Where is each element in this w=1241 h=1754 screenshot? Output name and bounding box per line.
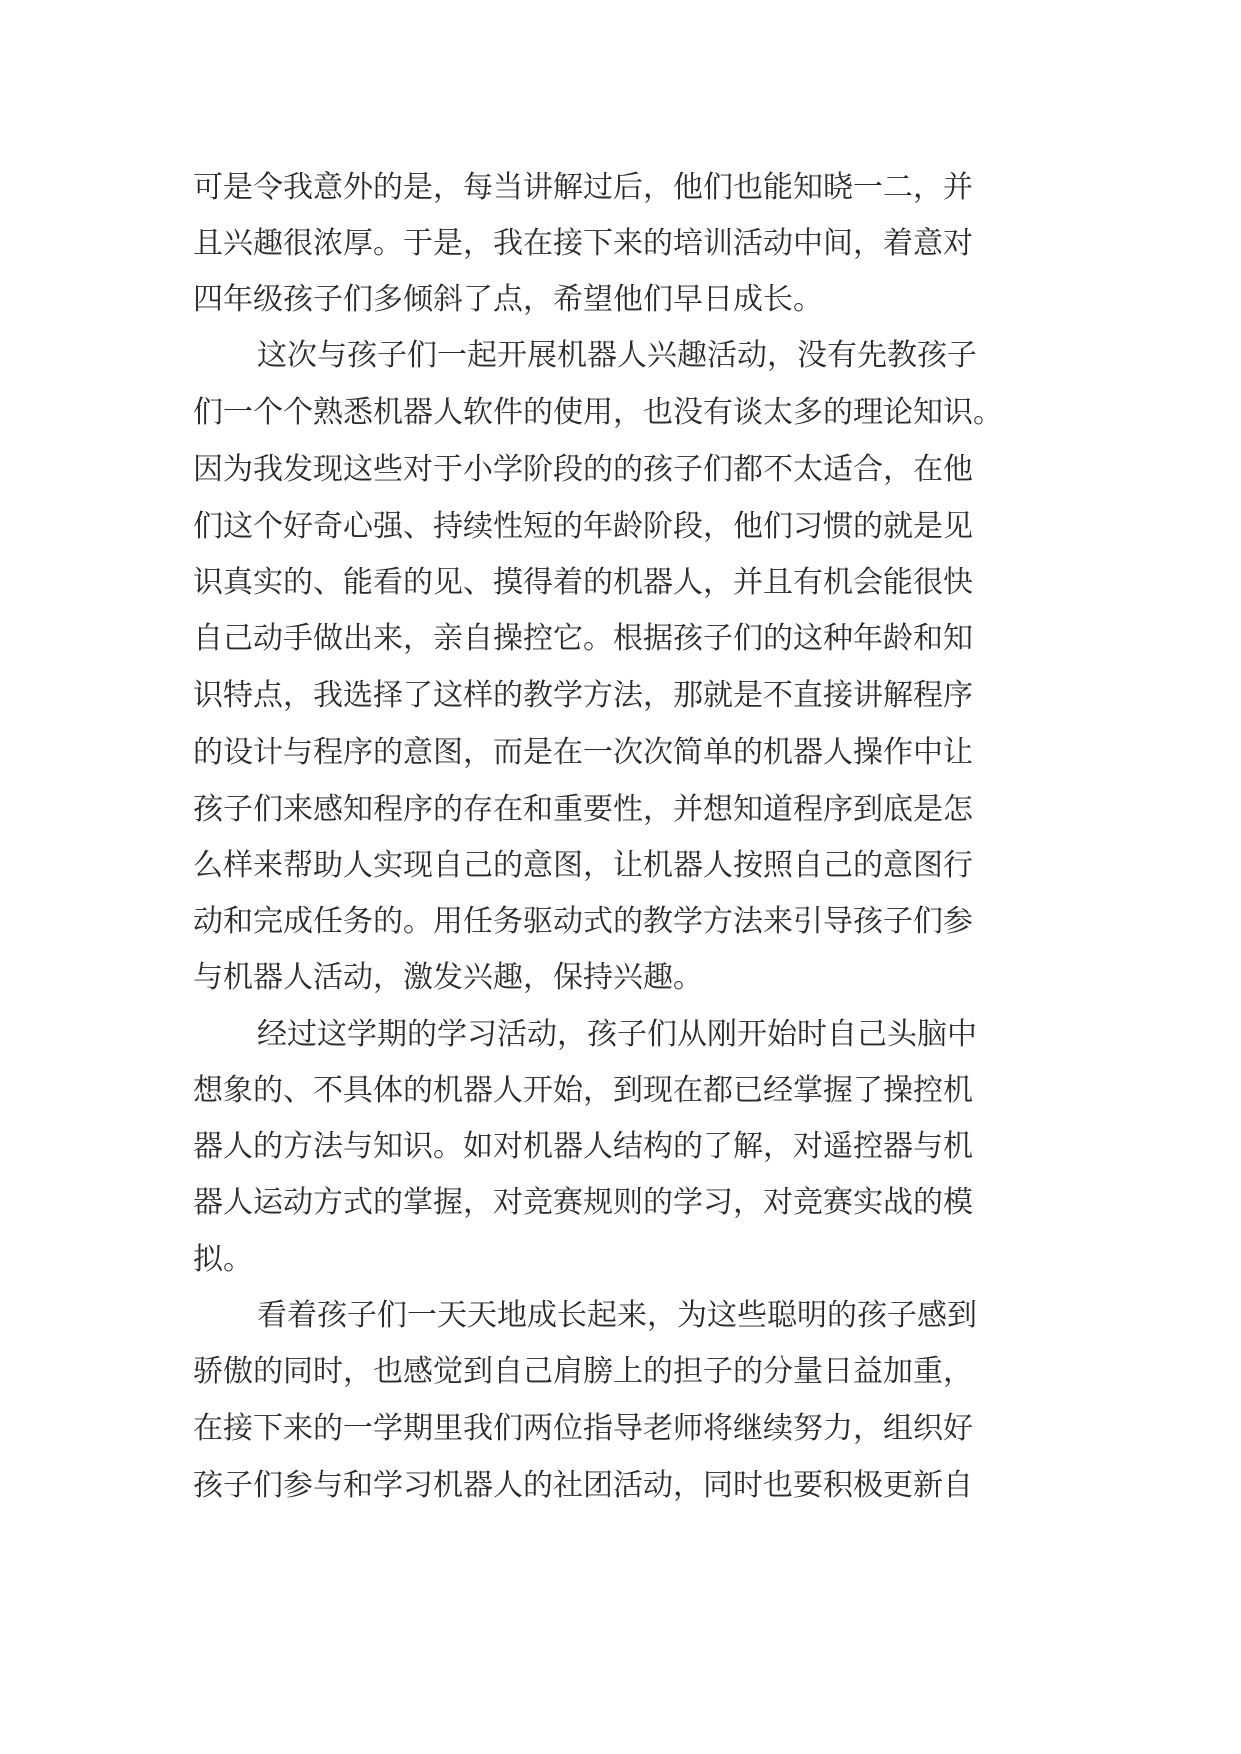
text-line: 可是令我意外的是，每当讲解过后，他们也能知晓一二，并 (193, 170, 973, 205)
text-line: 因为我发现这些对于小学阶段的的孩子们都不太适合，在他 (193, 452, 973, 487)
text-line: 骄傲的同时，也感觉到自己肩膀上的担子的分量日益加重， (193, 1354, 973, 1389)
text-line: 识特点，我选择了这样的教学方法，那就是不直接讲解程序 (193, 678, 973, 713)
text-line: 孩子们参与和学习机器人的社团活动，同时也要积极更新自 (193, 1468, 973, 1503)
text-line: 识真实的、能看的见、摸得着的机器人，并且有机会能很快 (193, 565, 973, 600)
text-line: 器人的方法与知识。如对机器人结构的了解，对遥控器与机 (193, 1129, 973, 1164)
text-line: 且兴趣很浓厚。于是，我在接下来的培训活动中间，着意对 (193, 226, 973, 261)
text-line: 四年级孩子们多倾斜了点，希望他们早日成长。 (193, 282, 823, 317)
text-line: 们一个个熟悉机器人软件的使用，也没有谈太多的理论知识。 (193, 395, 1003, 430)
text-line: 的设计与程序的意图，而是在一次次简单的机器人操作中让 (193, 735, 973, 770)
text-line: 们这个好奇心强、持续性短的年龄阶段，他们习惯的就是见 (193, 509, 973, 544)
text-line: 孩子们来感知程序的存在和重要性，并想知道程序到底是怎 (193, 792, 973, 827)
text-line: 么样来帮助人实现自己的意图，让机器人按照自己的意图行 (193, 848, 973, 883)
text-line: 动和完成任务的。用任务驱动式的教学方法来引导孩子们参 (193, 904, 973, 939)
text-line: 拟。 (193, 1242, 253, 1277)
text-line: 在接下来的一学期里我们两位指导老师将继续努力，组织好 (193, 1411, 973, 1446)
text-line: 自己动手做出来，亲自操控它。根据孩子们的这种年龄和知 (193, 621, 973, 656)
text-line: 与机器人活动，激发兴趣，保持兴趣。 (193, 960, 703, 995)
paragraph-first-line: 看着孩子们一天天地成长起来，为这些聪明的孩子感到 (257, 1298, 977, 1333)
paragraph-first-line: 这次与孩子们一起开展机器人兴趣活动，没有先教孩子 (257, 338, 977, 373)
text-line: 器人运动方式的掌握，对竞赛规则的学习，对竞赛实战的模 (193, 1185, 973, 1220)
text-line: 想象的、不具体的机器人开始，到现在都已经掌握了操控机 (193, 1073, 973, 1108)
paragraph-first-line: 经过这学期的学习活动，孩子们从刚开始时自己头脑中 (257, 1017, 977, 1052)
